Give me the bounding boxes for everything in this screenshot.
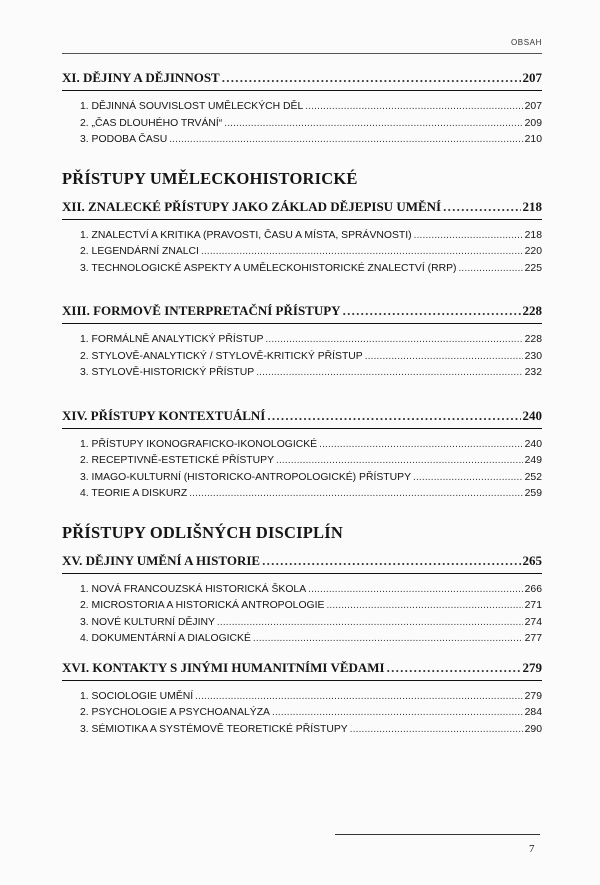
item-title: 1. DĚJINNÁ SOUVISLOST UMĚLECKÝCH DĚL bbox=[80, 101, 304, 112]
item-title: 4. DOKUMENTÁRNÍ A DIALOGICKÉ bbox=[80, 633, 251, 644]
item-title: 2. LEGENDÁRNÍ ZNALCI bbox=[80, 246, 199, 257]
toc-item[interactable] bbox=[62, 263, 542, 280]
toc-item[interactable] bbox=[62, 633, 542, 650]
dot-leader bbox=[169, 134, 522, 145]
item-page: 218 bbox=[524, 229, 542, 241]
toc-item[interactable] bbox=[62, 101, 542, 118]
item-page: 240 bbox=[524, 438, 542, 450]
chapter-title: XVI. KONTAKTY S JINÝMI HUMANITNÍMI VĚDAMI bbox=[62, 659, 385, 675]
dot-leader bbox=[224, 118, 522, 129]
toc-item[interactable] bbox=[62, 118, 542, 135]
item-title: 2. STYLOVĚ-ANALYTICKÝ / STYLOVĚ-KRITICKÝ PŘÍSTUP bbox=[80, 350, 363, 362]
item-title: 1. FORMÁLNĚ ANALYTICKÝ PŘÍSTUP bbox=[80, 334, 264, 345]
running-header-label: OBSAH bbox=[510, 38, 542, 47]
dot-leader bbox=[256, 367, 522, 378]
toc-item[interactable] bbox=[62, 472, 542, 489]
dot-leader bbox=[413, 472, 523, 483]
toc-chapter-xvi[interactable] bbox=[62, 660, 542, 681]
toc-item[interactable] bbox=[62, 488, 542, 505]
toc-item[interactable] bbox=[62, 230, 542, 247]
item-page: 279 bbox=[524, 690, 542, 702]
item-title: 3. PODOBA ČASU bbox=[80, 134, 168, 145]
toc-item[interactable] bbox=[62, 439, 542, 456]
item-page: 209 bbox=[524, 117, 542, 129]
toc-item[interactable] bbox=[62, 584, 542, 601]
dot-leader bbox=[308, 584, 523, 595]
dot-leader bbox=[387, 660, 521, 676]
toc-chapter-xv[interactable] bbox=[62, 553, 542, 574]
dot-leader bbox=[195, 691, 522, 702]
item-title: 2. „ČAS DLOUHÉHO TRVÁNÍ“ bbox=[80, 117, 223, 129]
item-page: 232 bbox=[524, 367, 542, 378]
dot-leader bbox=[326, 600, 522, 611]
toc-item[interactable] bbox=[62, 367, 542, 384]
toc-item[interactable] bbox=[62, 351, 542, 368]
chapter-page: 218 bbox=[522, 198, 542, 214]
dot-leader bbox=[272, 707, 523, 718]
item-title: 2. PSYCHOLOGIE A PSYCHOANALÝZA bbox=[80, 707, 270, 718]
item-page: 228 bbox=[524, 334, 542, 345]
item-title: 1. SOCIOLOGIE UMĚNÍ bbox=[80, 690, 194, 702]
dot-leader bbox=[253, 633, 523, 644]
table-of-contents bbox=[62, 70, 542, 740]
item-page: 274 bbox=[524, 616, 542, 628]
item-page: 249 bbox=[524, 455, 542, 466]
toc-chapter-xiii[interactable] bbox=[62, 303, 542, 324]
item-title: 1. PŘÍSTUPY IKONOGRAFICKO-IKONOLOGICKÉ bbox=[80, 438, 318, 450]
item-page: 210 bbox=[524, 134, 542, 145]
toc-chapter-xiv[interactable] bbox=[62, 408, 542, 429]
chapter-page: 207 bbox=[522, 70, 542, 85]
dot-leader bbox=[222, 70, 521, 86]
toc-chapter-xii[interactable] bbox=[62, 199, 542, 220]
chapter-page: 265 bbox=[522, 552, 542, 568]
item-title: 3. STYLOVĚ-HISTORICKÝ PŘÍSTUP bbox=[80, 367, 255, 378]
item-page: 277 bbox=[524, 633, 542, 644]
chapter-title: XI. DĚJINY A DĚJINNOST bbox=[62, 70, 220, 85]
item-title: 2. MICROSTORIA A HISTORICKÁ ANTROPOLOGIE bbox=[80, 600, 325, 611]
dot-leader bbox=[217, 617, 523, 628]
dot-leader bbox=[350, 724, 523, 735]
dot-leader bbox=[189, 488, 522, 499]
toc-item[interactable] bbox=[62, 134, 542, 151]
item-page: 284 bbox=[524, 707, 542, 718]
section-heading: PŘÍSTUPY ODLIŠNÝCH DISCIPLÍN bbox=[62, 522, 343, 542]
dot-leader bbox=[443, 199, 520, 215]
item-title: 3. IMAGO-KULTURNÍ (HISTORICKO-ANTROPOLOGICKÉ) PŘÍSTUPY bbox=[80, 471, 411, 483]
dot-leader bbox=[319, 439, 523, 450]
item-page: 259 bbox=[524, 488, 542, 499]
chapter-title: XV. DĚJINY UMĚNÍ A HISTORIE bbox=[62, 552, 261, 568]
toc-chapter-xi[interactable] bbox=[62, 70, 542, 91]
dot-leader bbox=[262, 553, 520, 569]
item-title: 1. ZNALECTVÍ A KRITIKA (PRAVOSTI, ČASU A MÍSTA, SPRÁVNOSTI) bbox=[80, 229, 412, 241]
item-title: 3. TECHNOLOGICKÉ ASPEKTY A UMĚLECKOHISTORICKÉ ZNALECTVÍ (RRP) bbox=[80, 262, 457, 274]
toc-item[interactable] bbox=[62, 455, 542, 472]
item-title: 1. NOVÁ FRANCOUZSKÁ HISTORICKÁ ŠKOLA bbox=[80, 583, 307, 595]
toc-item[interactable] bbox=[62, 724, 542, 741]
item-page: 207 bbox=[524, 101, 542, 112]
item-page: 290 bbox=[524, 723, 542, 735]
item-page: 230 bbox=[524, 350, 542, 362]
item-title: 3. SÉMIOTIKA A SYSTÉMOVĚ TEORETICKÉ PŘÍSTUPY bbox=[80, 723, 348, 735]
chapter-title: XIII. FORMOVĚ INTERPRETAČNÍ PŘÍSTUPY bbox=[62, 303, 341, 318]
item-page: 225 bbox=[524, 262, 542, 274]
toc-item[interactable] bbox=[62, 334, 542, 351]
section-heading: PŘÍSTUPY UMĚLECKOHISTORICKÉ bbox=[62, 168, 358, 188]
header-rule bbox=[62, 53, 542, 54]
item-page: 220 bbox=[524, 246, 542, 257]
dot-leader bbox=[458, 263, 522, 274]
toc-item[interactable] bbox=[62, 691, 542, 708]
dot-leader bbox=[265, 334, 522, 345]
chapter-page: 240 bbox=[522, 407, 542, 423]
chapter-title: XII. ZNALECKÉ PŘÍSTUPY JAKO ZÁKLAD DĚJEPISU UMĚNÍ bbox=[62, 198, 442, 214]
item-page: 271 bbox=[524, 600, 542, 611]
page-header bbox=[62, 38, 542, 52]
toc-item[interactable] bbox=[62, 600, 542, 617]
dot-leader bbox=[276, 455, 523, 466]
toc-item[interactable] bbox=[62, 617, 542, 634]
chapter-page: 228 bbox=[522, 303, 542, 318]
item-page: 266 bbox=[524, 583, 542, 595]
toc-item[interactable] bbox=[62, 246, 542, 263]
dot-leader bbox=[201, 246, 523, 257]
page-number: 7 bbox=[529, 843, 535, 855]
dot-leader bbox=[305, 101, 522, 112]
dot-leader bbox=[343, 303, 521, 319]
chapter-title: XIV. PŘÍSTUPY KONTEXTUÁLNÍ bbox=[62, 407, 266, 423]
dot-leader bbox=[365, 351, 523, 362]
footer-rule bbox=[335, 834, 540, 835]
item-title: 3. NOVÉ KULTURNÍ DĚJINY bbox=[80, 616, 215, 628]
dot-leader bbox=[267, 408, 520, 424]
item-page: 252 bbox=[524, 471, 542, 483]
dot-leader bbox=[414, 230, 523, 241]
item-title: 2. RECEPTIVNĚ-ESTETICKÉ PŘÍSTUPY bbox=[80, 455, 274, 466]
toc-item[interactable] bbox=[62, 707, 542, 724]
item-title: 4. TEORIE A DISKURZ bbox=[80, 488, 188, 499]
chapter-page: 279 bbox=[522, 659, 542, 675]
